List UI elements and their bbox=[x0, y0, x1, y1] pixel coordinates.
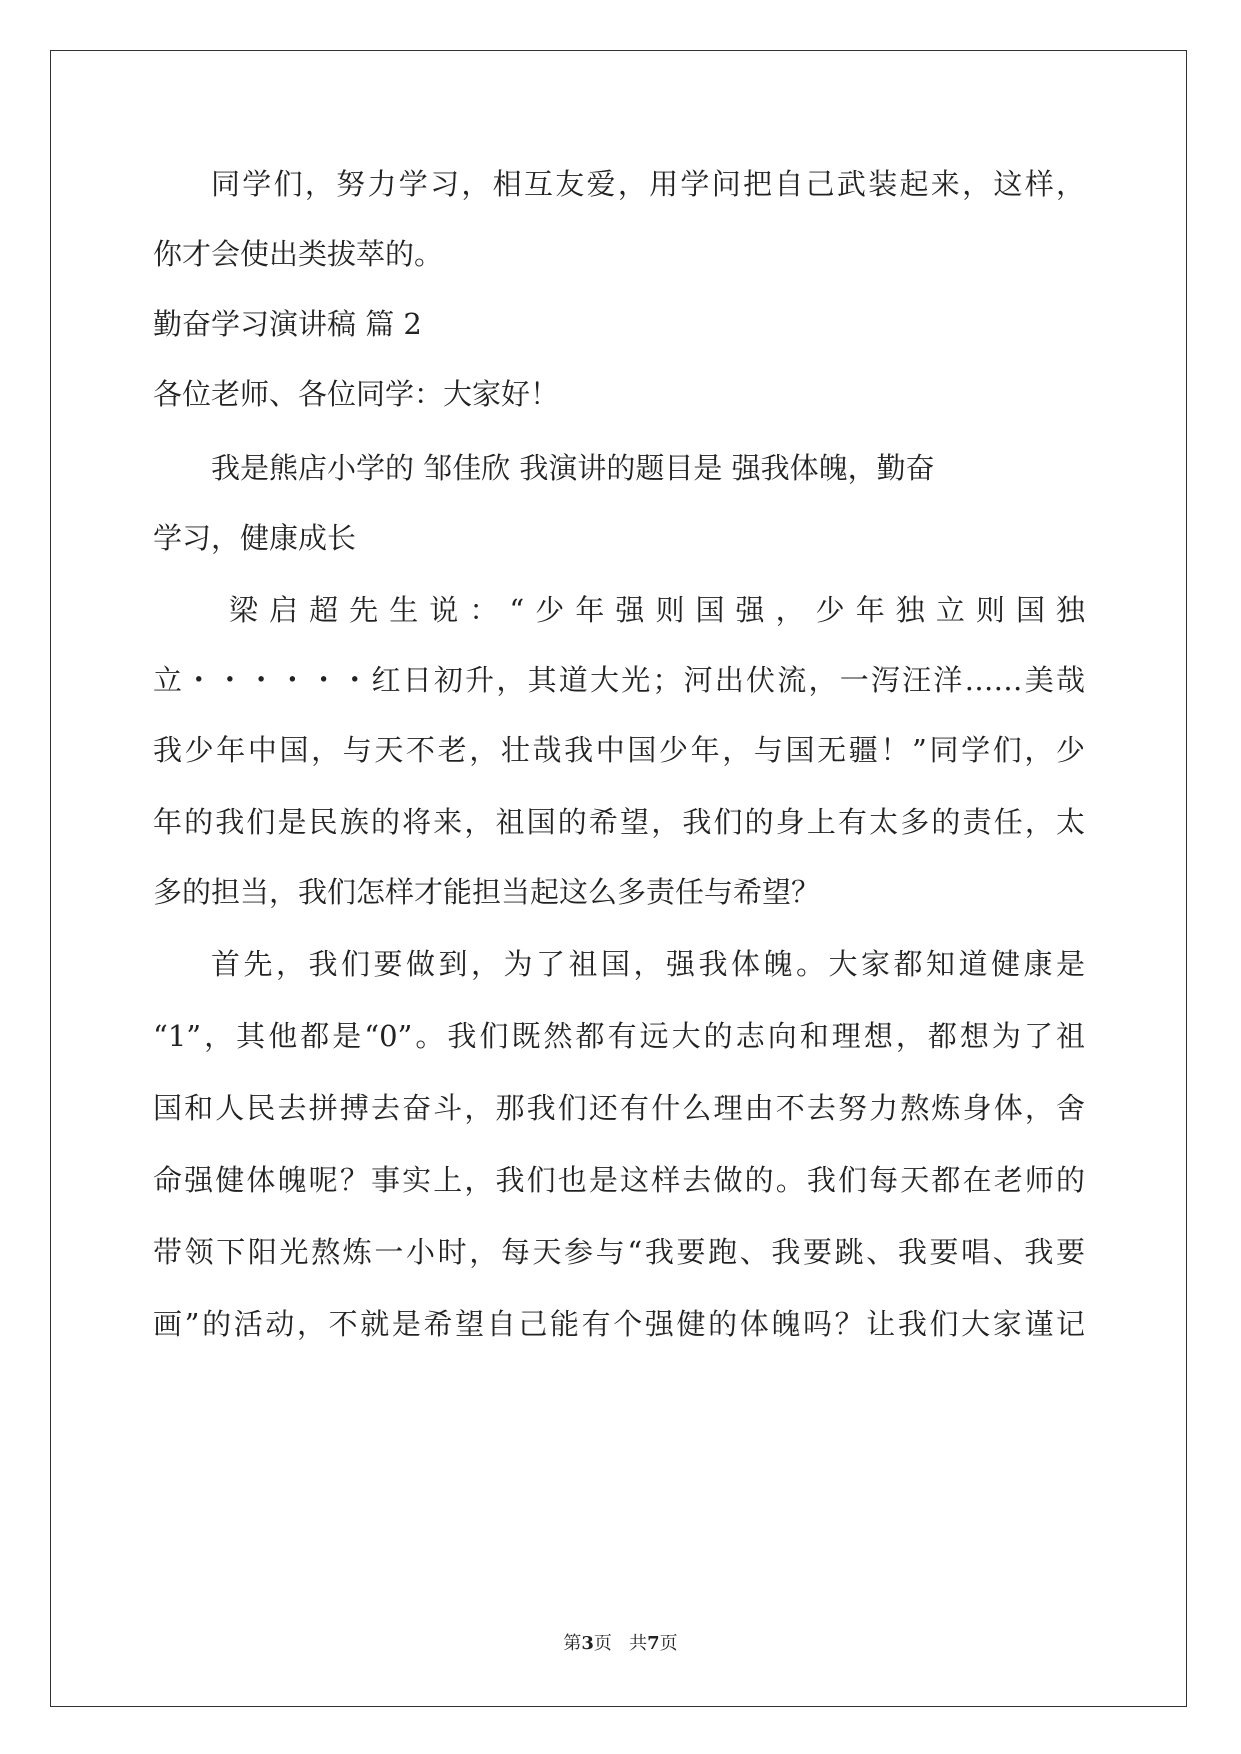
text-line: 首先，我们要做到，为了祖国，强我体魄。大家都知道健康是 bbox=[211, 947, 1085, 981]
text-line: 学习，健康成长 bbox=[153, 521, 357, 555]
text-line: 年的我们是民族的将来，祖国的希望，我们的身上有太多的责任，太 bbox=[153, 805, 1085, 839]
footer-suffix: 页 bbox=[659, 1633, 678, 1654]
text-line: “1”，其他都是“0”。我们既然都有远大的志向和理想，都想为了祖 bbox=[153, 1019, 1085, 1053]
footer-prefix: 第 bbox=[563, 1633, 582, 1654]
salutation: 各位老师、各位同学：大家好！ bbox=[153, 377, 560, 411]
quote-line: 梁启超先生说：“少年强则国强，少年独立则国独 bbox=[229, 593, 1085, 627]
quote-line: 立・・・・・・红日初升，其道大光；河出伏流，一泻汪洋……美哉 bbox=[153, 663, 1085, 697]
text-line: 国和人民去拼搏去奋斗，那我们还有什么理由不去努力熬炼身体，舍 bbox=[153, 1091, 1085, 1125]
text-line: 画”的活动，不就是希望自己能有个强健的体魄吗？让我们大家谨记 bbox=[153, 1307, 1085, 1341]
quote-line: 我少年中国，与天不老，壮哉我中国少年，与国无疆！”同学们，少 bbox=[153, 733, 1085, 767]
text-line: 多的担当，我们怎样才能担当起这么多责任与希望？ bbox=[153, 875, 821, 909]
text-line: 命强健体魄呢？事实上，我们也是这样去做的。我们每天都在老师的 bbox=[153, 1163, 1085, 1197]
footer-middle: 页 共 bbox=[593, 1633, 648, 1654]
text-line: 同学们，努力学习，相互友爱，用学问把自己武装起来，这样， bbox=[211, 167, 1085, 201]
footer-total-pages: 7 bbox=[647, 1633, 660, 1654]
footer-page-number: 3 bbox=[581, 1633, 594, 1654]
text-line: 带领下阳光熬炼一小时，每天参与“我要跑、我要跳、我要唱、我要 bbox=[153, 1235, 1085, 1269]
section-heading: 勤奋学习演讲稿 篇 2 bbox=[153, 307, 422, 341]
page-footer bbox=[0, 1632, 1241, 1656]
text-line: 我是熊店小学的 邹佳欣 我演讲的题目是 强我体魄，勤奋 bbox=[211, 451, 935, 485]
text-line: 你才会使出类拔萃的。 bbox=[153, 237, 444, 271]
